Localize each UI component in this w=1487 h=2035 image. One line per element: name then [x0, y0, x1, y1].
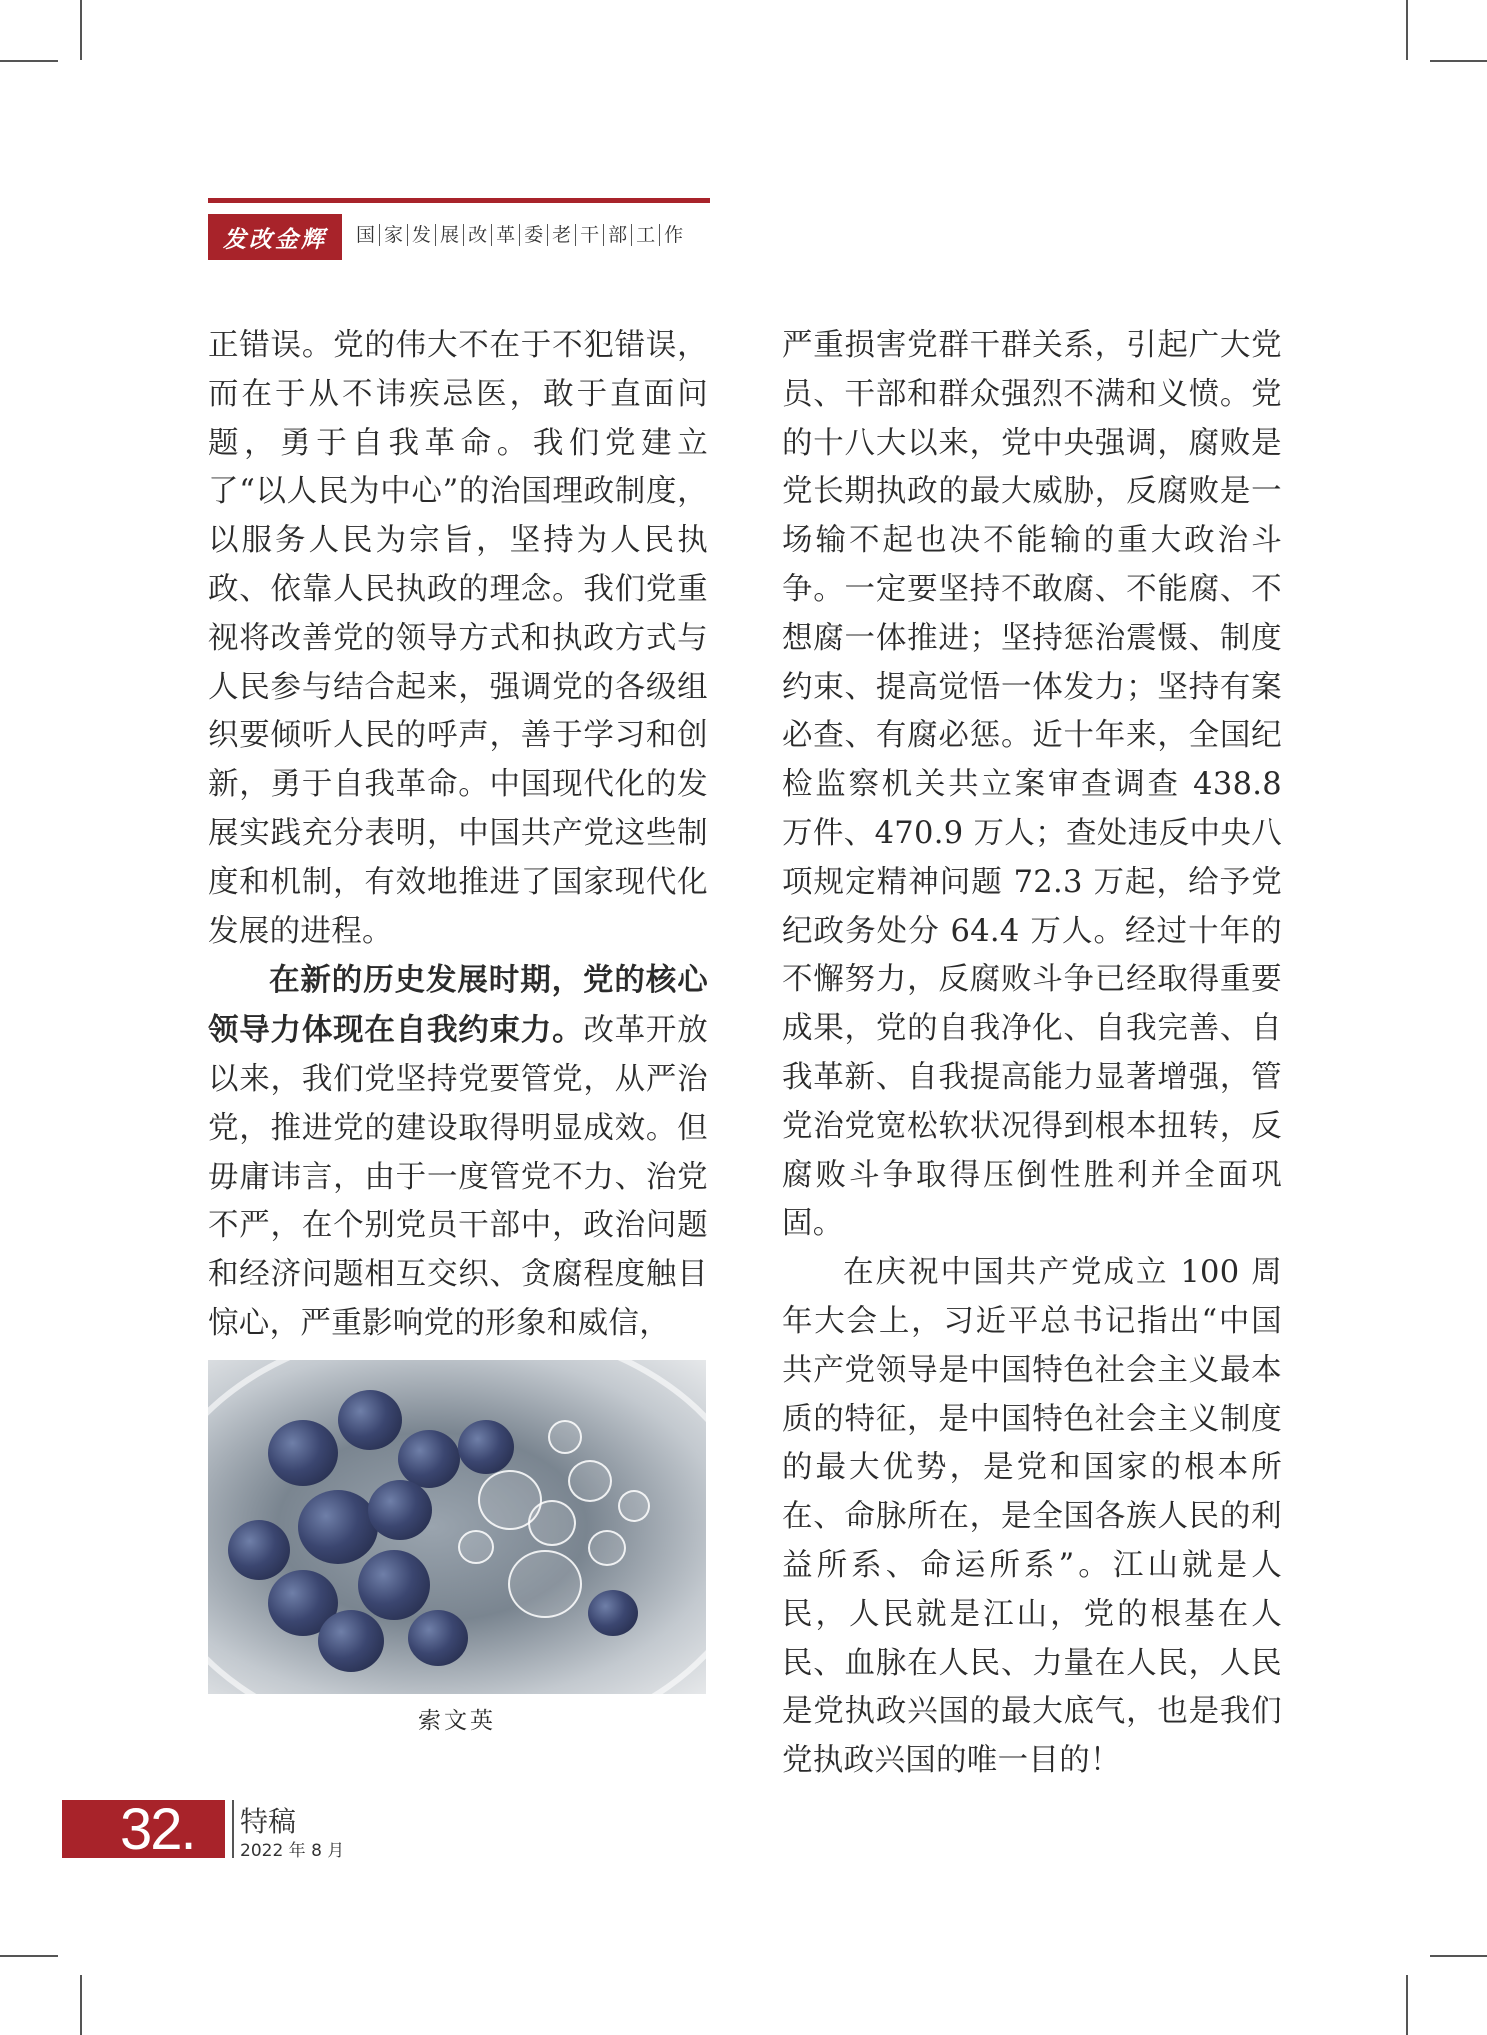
right-paragraph-2: 在庆祝中国共产党成立 100 周年大会上，习近平总书记指出“中国共产党领导是中国特色社会主义最本质的特征，是中国特色社会主义制度的最大优势，是党和国家的根本所在、命脉所在，是全国各族人民的利益所系、命运所系”。江山就是人民，人民就是江山，党的根基在人民、血脉在人民、力量在人民，人民是党执政兴国的最大底气，也是我们党执政兴国的唯一目的！ — [782, 1255, 1282, 1779]
water-bubble — [528, 1500, 576, 1546]
header-accent-bar — [208, 198, 710, 203]
left-paragraph-1: 正错误。党的伟大不在于不犯错误，而在于从不讳疾忌医，敢于直面问题，勇于自我革命。我们党建立了“以人民为中心”的治国理政制度，以服务人民为宗旨，坚持为人民执政、依靠人民执政的理念。我们党重视将改善党的领导方式和执政方式与人民参与结合起来，强调党的各级组织要倾听人民的呼声，善于学习和创新，勇于自我革命。中国现代化的发展实践充分表明，中国共产党这些制度和机制，有效地推进了国家现代化发展的进程。 — [208, 328, 708, 949]
bold-lead: 在新的历史发展时期，党的核心领导力体现在自我约束力。 — [208, 962, 708, 1049]
blueberry — [268, 1420, 338, 1486]
left-paragraph-2 — [208, 956, 708, 1348]
tag-char: 家 — [380, 224, 408, 246]
tag-char: 改 — [464, 224, 492, 246]
crop-mark — [80, 0, 82, 60]
blueberry — [398, 1430, 460, 1488]
blueberry — [358, 1550, 430, 1620]
blueberry — [338, 1390, 402, 1450]
blueberry — [298, 1490, 378, 1564]
right-paragraph-1: 严重损害党群干群关系，引起广大党员、干部和群众强烈不满和义愤。党的十八大以来，党中央强调，腐败是党长期执政的最大威胁，反腐败是一场输不起也决不能输的重大政治斗争。一定要坚持不敢腐、不能腐、不想腐一体推进；坚持惩治震慑、制度约束、提高觉悟一体发力；坚持有案必查、有腐必惩。近十年来，全国纪检监察机关共立案审查调查 438.8 万件、470.9 万人；查处违反中央八项规定精神问题 72.3 万起，给予党纪政务处分 64.4 万人。经过十年的不懈努力，反腐败斗争已经取得重要成果，党的自我净化、自我完善、自我革新、自我提高能力显著增强，管党治党宽松软状况得到根本扭转，反腐败斗争取得压倒性胜利并全面巩固。 — [782, 328, 1282, 1242]
section-title: 特稿 — [240, 1805, 297, 1838]
tag-char: 部 — [604, 224, 632, 246]
crop-mark — [1406, 0, 1408, 60]
tag-char: 委 — [520, 224, 548, 246]
header-logo: 发改金辉 — [208, 214, 342, 260]
issue-date: 2022 年 8 月 — [240, 1841, 345, 1861]
blueberry — [228, 1520, 290, 1580]
tag-char: 工 — [632, 224, 660, 246]
tag-char: 革 — [492, 224, 520, 246]
crop-mark — [1430, 1955, 1487, 1957]
crop-mark — [0, 60, 58, 62]
water-bubble — [458, 1530, 494, 1564]
blueberry — [318, 1610, 384, 1672]
water-bubble — [568, 1460, 612, 1502]
crop-mark — [1430, 60, 1487, 62]
paragraph-text: 改革开放以来，我们党坚持党要管党，从严治党，推进党的建设取得明显成效。但毋庸讳言，由于一度管党不力、治党不严，在个别党员干部中，政治问题和经济问题相互交织、贪腐程度触目惊心，严重影响党的形象和威信， — [208, 1013, 708, 1341]
right-column — [782, 322, 1282, 1786]
tag-char: 作 — [664, 224, 684, 246]
blueberry — [408, 1610, 468, 1666]
blueberry — [458, 1420, 514, 1474]
blueberries-photo — [208, 1360, 706, 1694]
tag-char: 发 — [408, 224, 436, 246]
tag-char: 干 — [576, 224, 604, 246]
crop-mark — [80, 1975, 82, 2035]
blueberry — [368, 1480, 432, 1540]
water-bubble — [588, 1530, 626, 1566]
blueberry — [588, 1590, 638, 1636]
tag-char: 展 — [436, 224, 464, 246]
crop-mark — [0, 1955, 58, 1957]
photo-caption: 索文英 — [418, 1708, 496, 1734]
left-column — [208, 322, 708, 1349]
footer-divider — [232, 1800, 234, 1858]
page-number: 32. — [120, 1797, 195, 1862]
crop-mark — [1406, 1975, 1408, 2035]
tag-char: 国 — [352, 224, 380, 246]
water-bubble — [618, 1490, 650, 1522]
water-bubble — [548, 1420, 582, 1454]
water-bubble — [508, 1550, 582, 1618]
header-tagline — [352, 224, 687, 246]
tag-char: 老 — [548, 224, 576, 246]
